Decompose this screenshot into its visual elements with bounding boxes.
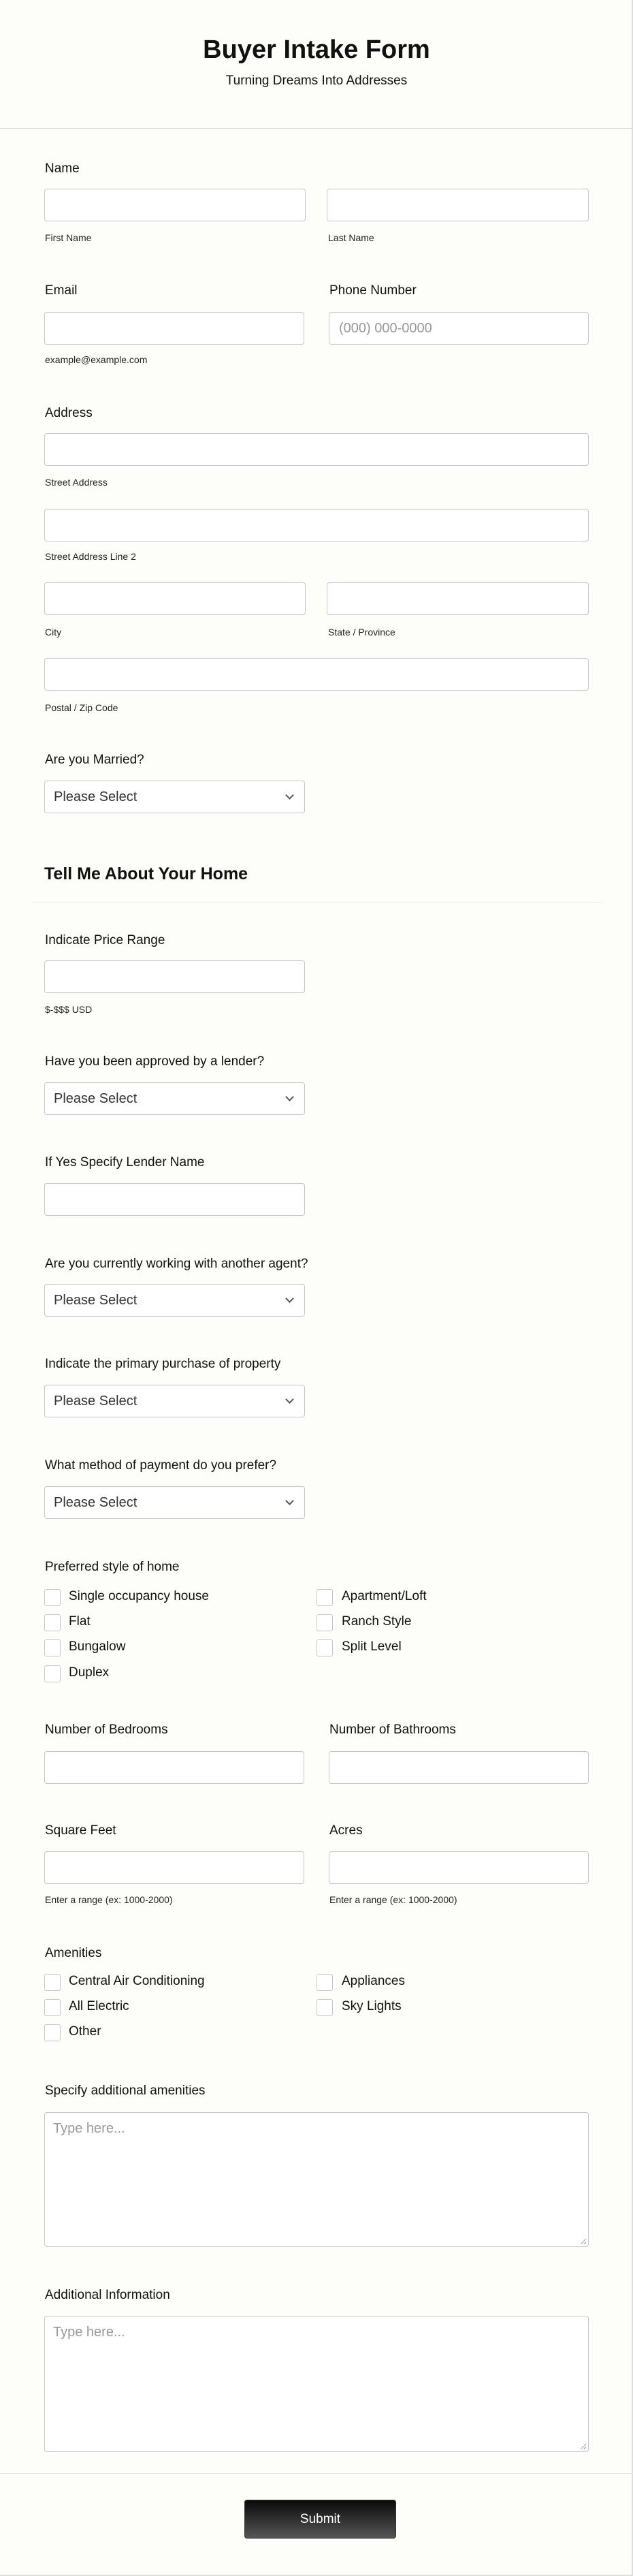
textarea-placeholder: Type here... xyxy=(53,2121,125,2136)
amenity-option-label: Sky Lights xyxy=(342,1999,402,2013)
style-option-label: Ranch Style xyxy=(342,1614,412,1629)
additional-info-textarea[interactable] xyxy=(44,2316,589,2452)
acres-sublabel: Enter a range (ex: 1000-2000) xyxy=(329,1894,457,1905)
payment-select[interactable] xyxy=(44,1486,305,1519)
style-option-label: Split Level xyxy=(342,1639,402,1654)
agent-value: Please Select xyxy=(54,1292,137,1308)
section-heading: Tell Me About Your Home xyxy=(44,864,248,883)
phone-label: Phone Number xyxy=(329,283,417,298)
name-label: Name xyxy=(45,161,80,176)
last-name-sublabel: Last Name xyxy=(328,232,374,243)
chevron-down-icon xyxy=(285,1093,294,1101)
style-option-label: Bungalow xyxy=(69,1639,126,1654)
style-option-label: Single occupancy house xyxy=(69,1589,209,1603)
state-input[interactable] xyxy=(327,582,589,615)
city-sublabel: City xyxy=(45,627,62,638)
street-input[interactable] xyxy=(44,433,589,466)
style-option-label: Flat xyxy=(69,1614,91,1629)
phone-input[interactable] xyxy=(329,312,589,345)
address-label: Address xyxy=(45,406,93,420)
last-name-input[interactable] xyxy=(327,189,589,221)
purchase-label: Indicate the primary purchase of property xyxy=(45,1357,281,1371)
lender-name-input[interactable] xyxy=(44,1183,305,1216)
email-input[interactable] xyxy=(44,312,304,345)
email-sublabel: example@example.com xyxy=(45,354,148,365)
amenity-checkbox[interactable] xyxy=(316,1974,333,1991)
purchase-value: Please Select xyxy=(54,1393,137,1409)
city-input[interactable] xyxy=(44,582,306,615)
amenity-checkbox[interactable] xyxy=(44,1974,61,1991)
style-option-label: Duplex xyxy=(69,1665,110,1680)
price-input[interactable] xyxy=(44,960,305,993)
phone-placeholder: (000) 000-0000 xyxy=(339,320,432,336)
style-label: Preferred style of home xyxy=(45,1560,180,1574)
lender-value: Please Select xyxy=(54,1090,137,1106)
lender-select[interactable] xyxy=(44,1082,305,1115)
additional-amenities-label: Specify additional amenities xyxy=(45,2084,206,2098)
resize-handle-icon[interactable] xyxy=(581,2239,586,2244)
married-label: Are you Married? xyxy=(45,753,144,767)
acres-label: Acres xyxy=(329,1823,363,1838)
married-value: Please Select xyxy=(54,789,137,804)
email-label: Email xyxy=(45,283,78,298)
sqft-input[interactable] xyxy=(44,1851,304,1884)
style-checkbox[interactable] xyxy=(44,1589,61,1606)
amenities-label: Amenities xyxy=(45,1946,102,1960)
amenity-option-label: Appliances xyxy=(342,1974,405,1988)
payment-value: Please Select xyxy=(54,1494,137,1510)
bedrooms-label: Number of Bedrooms xyxy=(45,1723,168,1737)
style-checkbox[interactable] xyxy=(44,1639,61,1656)
price-sublabel: $-$$$ USD xyxy=(45,1004,93,1015)
amenity-checkbox[interactable] xyxy=(316,1999,333,2016)
style-option-label: Apartment/Loft xyxy=(342,1589,427,1603)
amenity-option-label: Central Air Conditioning xyxy=(69,1974,205,1988)
style-checkbox[interactable] xyxy=(44,1614,61,1631)
form-subtitle: Turning Dreams Into Addresses xyxy=(225,74,408,88)
style-checkbox[interactable] xyxy=(316,1589,333,1606)
style-checkbox[interactable] xyxy=(44,1665,61,1682)
amenity-checkbox[interactable] xyxy=(44,2024,61,2041)
postal-sublabel: Postal / Zip Code xyxy=(45,702,118,713)
header-divider xyxy=(0,128,633,129)
first-name-input[interactable] xyxy=(44,189,306,221)
acres-input[interactable] xyxy=(329,1851,589,1884)
additional-amenities-textarea[interactable] xyxy=(44,2112,589,2247)
chevron-down-icon xyxy=(285,1294,294,1303)
footer-divider xyxy=(0,2473,633,2474)
amenity-checkbox[interactable] xyxy=(44,1999,61,2016)
bathrooms-input[interactable] xyxy=(329,1751,589,1784)
style-checkbox[interactable] xyxy=(316,1614,333,1631)
amenity-option-label: Other xyxy=(69,2024,101,2039)
form-title: Buyer Intake Form xyxy=(203,35,430,64)
submit-button[interactable]: Submit xyxy=(244,2500,396,2539)
purchase-select[interactable] xyxy=(44,1385,305,1417)
price-label: Indicate Price Range xyxy=(45,933,165,947)
bathrooms-label: Number of Bathrooms xyxy=(329,1723,456,1737)
street2-sublabel: Street Address Line 2 xyxy=(45,551,136,562)
agent-label: Are you currently working with another agent? xyxy=(45,1257,308,1271)
textarea-placeholder: Type here... xyxy=(53,2325,125,2340)
resize-handle-icon[interactable] xyxy=(581,2444,586,2449)
chevron-down-icon xyxy=(285,1496,294,1505)
postal-input[interactable] xyxy=(44,658,589,691)
sqft-sublabel: Enter a range (ex: 1000-2000) xyxy=(45,1894,173,1905)
style-checkbox[interactable] xyxy=(316,1639,333,1656)
chevron-down-icon xyxy=(285,791,294,800)
agent-select[interactable] xyxy=(44,1284,305,1317)
additional-info-label: Additional Information xyxy=(45,2288,170,2302)
bedrooms-input[interactable] xyxy=(44,1751,304,1784)
lender-label: Have you been approved by a lender? xyxy=(45,1054,265,1069)
amenity-option-label: All Electric xyxy=(69,1999,129,2013)
state-sublabel: State / Province xyxy=(328,627,395,638)
payment-label: What method of payment do you prefer? xyxy=(45,1458,277,1473)
sqft-label: Square Feet xyxy=(45,1823,116,1838)
chevron-down-icon xyxy=(285,1395,294,1404)
street2-input[interactable] xyxy=(44,509,589,541)
street-sublabel: Street Address xyxy=(45,477,108,488)
married-select[interactable] xyxy=(44,781,305,813)
first-name-sublabel: First Name xyxy=(45,232,92,243)
lender-name-label: If Yes Specify Lender Name xyxy=(45,1155,205,1169)
